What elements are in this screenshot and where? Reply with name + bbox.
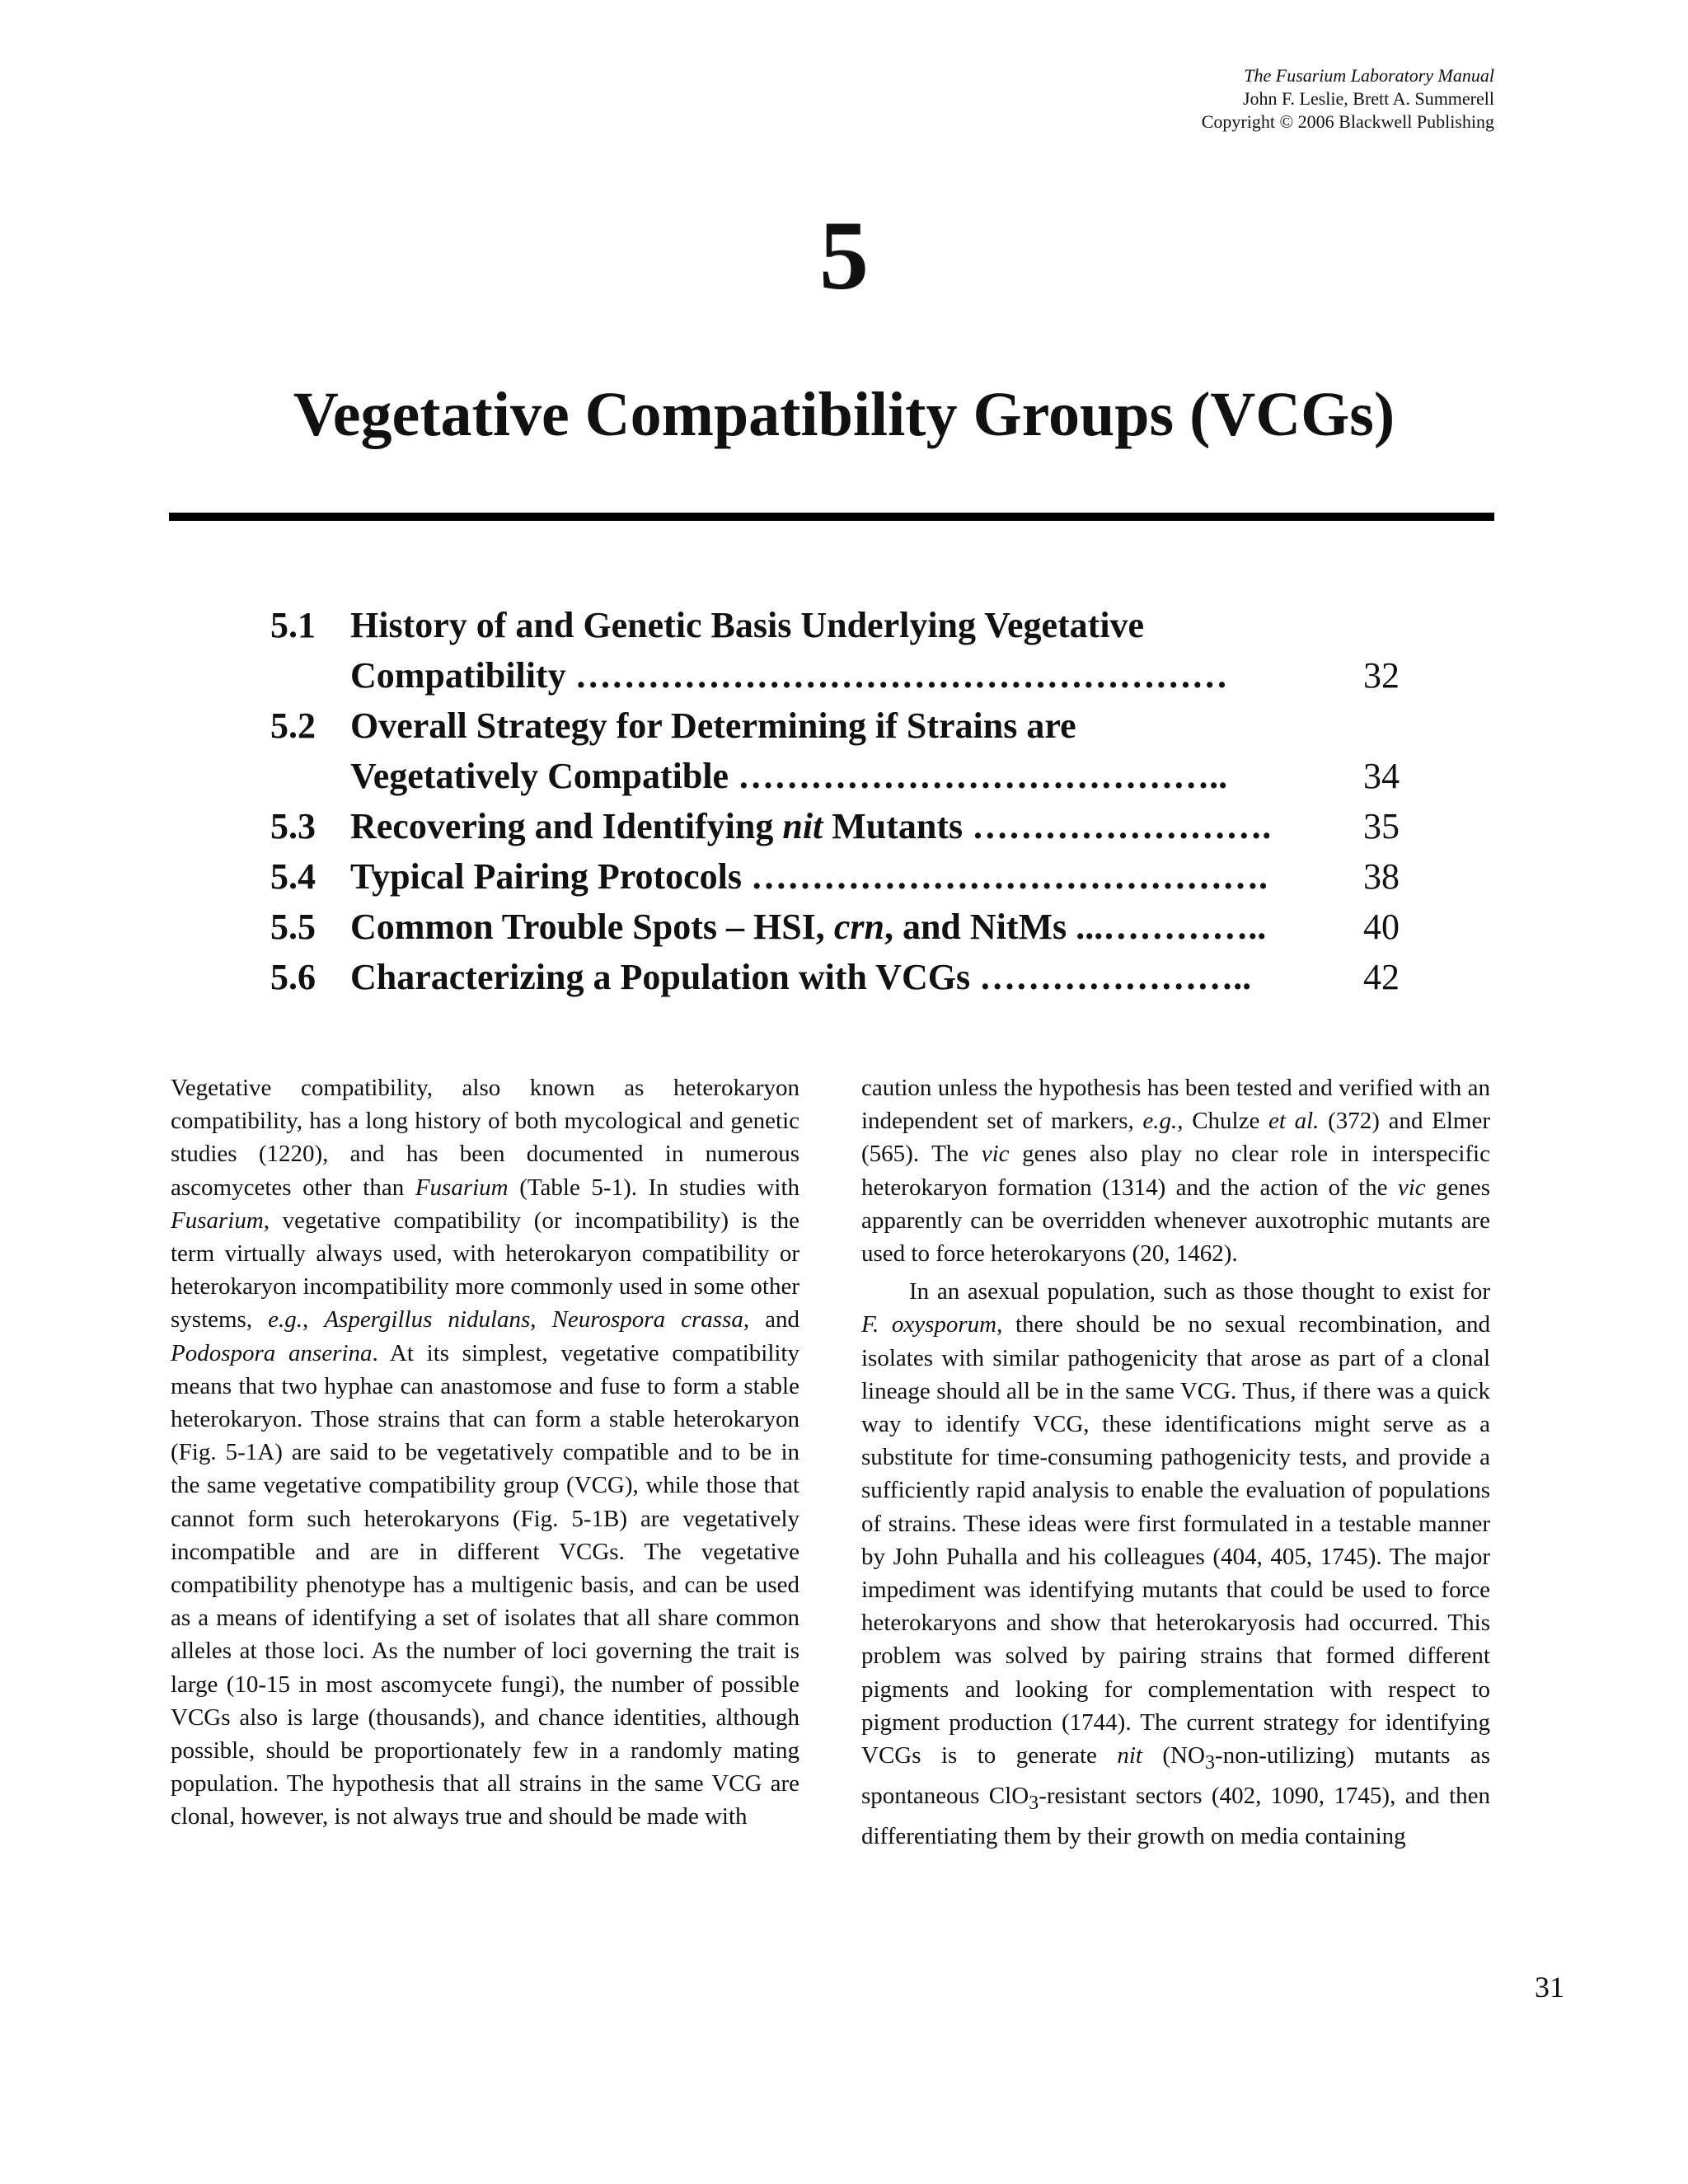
- chapter-title: Vegetative Compatibility Groups (VCGs): [293, 380, 1395, 449]
- text-run: , there should be no sexual recombination, and isolates with similar pathogenicity that arose as part of a clonal lineage should all be in the same VCG. Thus, if there was a quick way to identify VCG, these identifications might serve as a substitute for time-consuming pathogenicity tests, and provide a sufficiently rapid analysis to enable the evaluation of populations of strains. These ideas were first formulated in a testable manner by John Puhalla and his colleagues (404, 405, 1745). The major impediment was identifying mutants that could be used to force heterokaryons and show that heterokaryosis had occurred. This problem was solved by pairing strains that formed different pigments and looking for complementation with respect to pigment production (1744). The current strategy for identifying VCGs is to generate: [861, 1311, 1490, 1769]
- toc-page: 32: [1363, 655, 1400, 696]
- toc-entry-5-1-line2[interactable]: [270, 650, 1400, 701]
- toc-page: 35: [1363, 806, 1400, 846]
- subscript: 3: [1204, 1750, 1216, 1774]
- italic-run: nit: [1117, 1742, 1142, 1769]
- left-column: [171, 1071, 799, 1834]
- text-run: (Table 5-1). In studies with: [508, 1174, 800, 1201]
- body-paragraph: [861, 1071, 1490, 1270]
- text-run: genes apparently can be overridden whenever auxotrophic mutants are used to force heterokaryons (20, 1462).: [861, 1174, 1491, 1268]
- toc-page: 40: [1363, 907, 1400, 947]
- toc-entry-5-4[interactable]: [270, 851, 1400, 902]
- italic-run: et al.: [1268, 1108, 1320, 1135]
- toc-page: 34: [1363, 756, 1400, 796]
- italic-run: vic: [981, 1141, 1010, 1168]
- text-run: -non-utilizing) mutants as spontaneous ClO: [861, 1742, 1491, 1810]
- toc-entry-5-6[interactable]: [270, 952, 1400, 1002]
- toc-leader: …………………….: [963, 806, 1272, 846]
- italic-run: Aspergillus nidulans: [324, 1306, 531, 1333]
- toc-entry-5-1-line1: [270, 600, 1400, 650]
- toc-title: Vegetatively Compatible: [350, 756, 729, 796]
- text-run: , Chulze: [1177, 1108, 1269, 1135]
- toc-title-italic: crn: [833, 907, 884, 947]
- toc-entry-5-3[interactable]: [270, 801, 1400, 851]
- text-run: -resistant sectors (402, 1090, 1745), and then differentiating them by their growth on media containing: [861, 1783, 1490, 1850]
- italic-run: vic: [1397, 1174, 1426, 1201]
- text-run: , vegetative compatibility (or incompatibility) is the term virtually always used, with heterokaryon compatibility or heterokaryon incompatibility more commonly used in some other systems,: [171, 1207, 799, 1333]
- toc-page: 42: [1363, 957, 1400, 997]
- toc-leader: ………………………………………………: [565, 655, 1228, 696]
- toc-number: 5.2: [270, 705, 316, 746]
- text-run: Vegetative compatibility, also known as heterokaryon compatibility, has a long history of both mycological and genetic studies (1220), and has been documented in numerous ascomycetes other than: [171, 1075, 799, 1201]
- book-title: The Fusarium Laboratory Manual: [1244, 65, 1494, 86]
- toc-title: , and NitMs: [884, 907, 1067, 947]
- title-rule: [169, 513, 1494, 521]
- text-run: genes also play no clear role in interspecific heterokaryon formation (1314) and the action of the: [861, 1141, 1490, 1201]
- toc-number: 5.6: [270, 957, 316, 997]
- subscript: 3: [1029, 1791, 1039, 1814]
- toc-leader: …………………………………..: [729, 756, 1228, 796]
- text-run: (372) and Elmer (565). The: [861, 1108, 1490, 1168]
- text-run: . At its simplest, vegetative compatibility means that two hyphae can anastomose and fuse to form a stable heterokaryon. Those strains that can form a stable heterokaryon (Fig. 5-1A) are said to be vegetatively compatible and to be in the same vegetative compatibility group (VCG), while those that cannot form such heterokaryons (Fig. 5-1B) are vegetatively incompatible and are in different VCGs. The vegetative compatibility phenotype has a multigenic basis, and can be used as a means of identifying a set of isolates that all share common alleles at those loci. As the number of loci governing the trait is large (10-15 in most ascomycete fungi), the number of possible VCGs also is large (thousands), and chance identities, although possible, should be proportionately few in a randomly mating population. The hypothesis that all strains in the same VCG are clonal, however, is not always true and should be made with: [171, 1339, 799, 1830]
- running-header: [1202, 64, 1494, 134]
- toc-title: History of and Genetic Basis Underlying Vegetative: [350, 605, 1145, 645]
- chapter-number: 5: [819, 200, 869, 310]
- toc-leader: ...…………..: [1067, 907, 1267, 947]
- copyright: Copyright © 2006 Blackwell Publishing: [1201, 111, 1494, 132]
- authors: John F. Leslie, Brett A. Summerell: [1243, 88, 1494, 109]
- italic-run: e.g.: [268, 1306, 303, 1333]
- toc-title: Characterizing a Population with VCGs: [350, 957, 971, 997]
- toc-number: 5.3: [270, 806, 316, 846]
- page-number: 31: [1535, 1971, 1564, 2004]
- toc-number: 5.4: [270, 856, 316, 897]
- text-run: caution unless the hypothesis has been tested and verified with an independent set of markers,: [861, 1075, 1490, 1135]
- italic-run: Fusarium: [171, 1207, 264, 1234]
- toc-title-italic: nit: [782, 806, 823, 846]
- toc-title: Typical Pairing Protocols: [350, 856, 742, 897]
- toc-title: Common Trouble Spots – HSI,: [350, 907, 834, 947]
- body-paragraph: [861, 1275, 1490, 1853]
- toc-leader: …………………..: [970, 957, 1252, 997]
- italic-run: Neurospora crassa: [551, 1306, 743, 1333]
- table-of-contents: [270, 600, 1400, 1002]
- toc-title: Compatibility: [350, 655, 566, 696]
- italic-run: Podospora anserina: [171, 1339, 373, 1366]
- text-run: In an asexual population, such as those thought to exist for: [909, 1278, 1490, 1305]
- text-run: ,: [530, 1306, 552, 1333]
- toc-title: Mutants: [823, 806, 964, 846]
- toc-leader: …………………………………….: [742, 856, 1268, 897]
- italic-run: Fusarium: [415, 1174, 509, 1201]
- toc-entry-5-2-line2[interactable]: [270, 751, 1400, 801]
- toc-title: Recovering and Identifying: [350, 806, 783, 846]
- toc-entry-5-2-line1: [270, 701, 1400, 751]
- body-paragraph: [171, 1071, 799, 1834]
- toc-title: Overall Strategy for Determining if Strains are: [350, 705, 1076, 746]
- text-run: , and: [743, 1306, 800, 1333]
- toc-entry-5-5[interactable]: [270, 902, 1400, 952]
- text-run: ,: [302, 1306, 325, 1333]
- italic-run: e.g.: [1142, 1108, 1178, 1135]
- toc-page: 38: [1363, 856, 1400, 897]
- toc-number: 5.5: [270, 907, 316, 947]
- right-column: [861, 1071, 1490, 1853]
- italic-run: F. oxysporum: [861, 1311, 997, 1338]
- toc-number: 5.1: [270, 605, 316, 645]
- text-run: (NO: [1142, 1742, 1205, 1769]
